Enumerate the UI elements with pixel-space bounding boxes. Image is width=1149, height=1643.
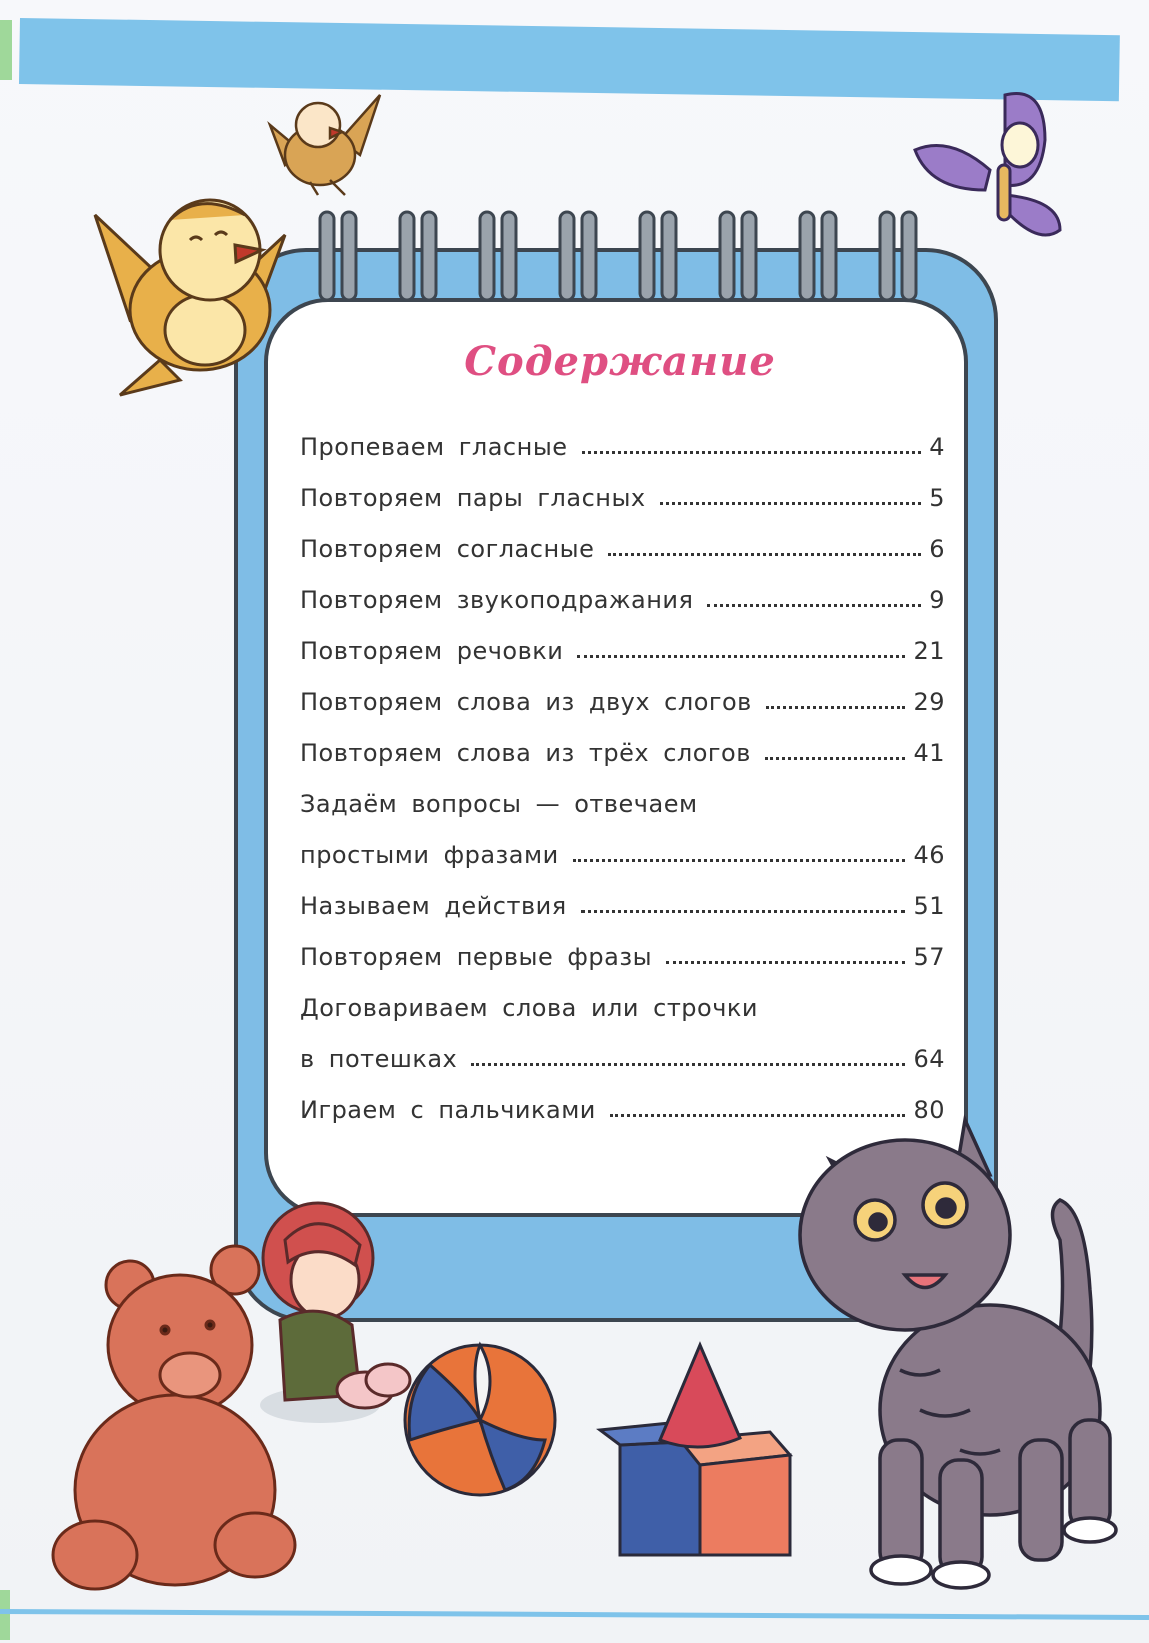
toc-entry-label: Повторяем речовки [300, 637, 564, 665]
ball-icon [405, 1345, 555, 1495]
toc-entry-page: 46 [913, 841, 945, 869]
toc-entry-label: Повторяем звукоподражания [300, 586, 694, 614]
toc-entry-label: Повторяем первые фразы [300, 943, 653, 971]
leader-dots [471, 1063, 905, 1066]
toc-entry-page: 64 [913, 1045, 945, 1073]
toc-entry-label: Договариваем слова или строчки [300, 994, 758, 1022]
toc-entry-label-continued: в потешках [300, 1045, 458, 1073]
toc-entry[interactable] [300, 1022, 945, 1073]
toc-entry-label: Задаём вопросы — отвечаем [300, 790, 698, 818]
toc-entry-label: Называем действия [300, 892, 567, 920]
toc-entry-first-line[interactable] [300, 971, 945, 1022]
leader-dots [573, 859, 906, 862]
leader-dots [577, 655, 905, 658]
toc-entry-page: 9 [929, 586, 945, 614]
toc-entry-page: 4 [929, 433, 945, 461]
toc-entry-page: 57 [913, 943, 945, 971]
toc-entry-page: 51 [913, 892, 945, 920]
toc-entry[interactable] [300, 920, 945, 971]
page-title: Содержание [464, 338, 776, 385]
toc-entry[interactable] [300, 716, 945, 767]
toc-entry-label: Повторяем согласные [300, 535, 595, 563]
butterfly-icon [915, 93, 1060, 235]
toc-entry-page: 6 [929, 535, 945, 563]
leader-dots [610, 1114, 906, 1117]
toc-entry[interactable] [300, 1073, 945, 1124]
toc-entry[interactable] [300, 563, 945, 614]
leader-dots [581, 910, 906, 913]
toc-entry[interactable] [300, 869, 945, 920]
cat-icon [800, 1120, 1116, 1588]
toc-entry-label: Пропеваем гласные [300, 433, 568, 461]
toc-entry[interactable] [300, 665, 945, 716]
toc-entry-page: 41 [913, 739, 945, 767]
leader-dots [608, 553, 921, 556]
toc-entry-page: 5 [929, 484, 945, 512]
toc-entry[interactable] [300, 410, 945, 461]
leader-dots [666, 961, 905, 964]
toc-entry-label: Играем с пальчиками [300, 1096, 596, 1124]
toc-entry-page: 21 [913, 637, 945, 665]
toc-entry-page: 29 [913, 688, 945, 716]
toc-entry-label: Повторяем пары гласных [300, 484, 646, 512]
toc-entry[interactable] [300, 614, 945, 665]
toc-entry[interactable] [300, 461, 945, 512]
toc-entry[interactable] [300, 512, 945, 563]
toc-entry-label: Повторяем слова из двух слогов [300, 688, 752, 716]
small-bird-icon [270, 95, 380, 195]
toc-entry-label-continued: простыми фразами [300, 841, 559, 869]
toc-entry-label: Повторяем слова из трёх слогов [300, 739, 751, 767]
toy-blocks-icon [600, 1345, 790, 1555]
toc-entry-page: 80 [913, 1096, 945, 1124]
toc-entry[interactable] [300, 818, 945, 869]
leader-dots [660, 502, 922, 505]
leader-dots [707, 604, 921, 607]
leader-dots [766, 706, 906, 709]
table-of-contents [300, 410, 945, 1124]
toc-entry-first-line[interactable] [300, 767, 945, 818]
leader-dots [765, 757, 906, 760]
leader-dots [582, 451, 922, 454]
